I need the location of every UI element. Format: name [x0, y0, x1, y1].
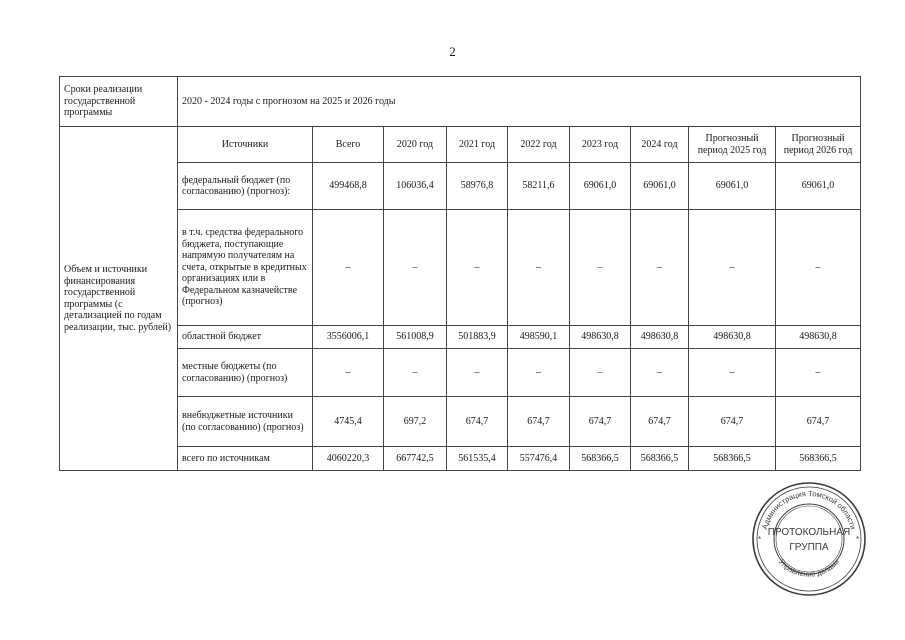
header-2022: 2022 год — [508, 127, 570, 163]
header-2021: 2021 год — [447, 127, 508, 163]
official-stamp — [750, 480, 868, 598]
value-2024: 498630,8 — [631, 326, 689, 349]
periods-row — [60, 77, 861, 127]
stamp-bottom-text: Управление делами — [776, 557, 842, 579]
header-forecast-2025: Прогнозный период 2025 год — [689, 127, 776, 163]
value-2020: – — [384, 210, 447, 326]
value-2026: 674,7 — [776, 397, 861, 447]
value-2026: 568366,5 — [776, 447, 861, 471]
value-2025: 568366,5 — [689, 447, 776, 471]
table-row-local — [60, 349, 861, 397]
value-2020: 697,2 — [384, 397, 447, 447]
value-2020: 667742,5 — [384, 447, 447, 471]
periods-value: 2020 - 2024 годы с прогнозом на 2025 и 2026 годы — [178, 77, 861, 127]
source-total: всего по источникам — [178, 447, 313, 471]
value-2023: 568366,5 — [570, 447, 631, 471]
value-2025: – — [689, 210, 776, 326]
page-number: 2 — [449, 44, 456, 59]
header-total: Всего — [313, 127, 384, 163]
value-2022: – — [508, 349, 570, 397]
value-2025: 69061,0 — [689, 163, 776, 210]
value-total: 4745,4 — [313, 397, 384, 447]
stamp-seal-icon — [750, 480, 868, 598]
value-2022: 58211,6 — [508, 163, 570, 210]
stamp-center-line1: ПРОТОКОЛЬНАЯ — [767, 527, 851, 538]
header-2023: 2023 год — [570, 127, 631, 163]
header-2024: 2024 год — [631, 127, 689, 163]
program-passport-table — [59, 76, 861, 471]
value-2021: – — [447, 210, 508, 326]
value-2024: 69061,0 — [631, 163, 689, 210]
source-regional: областной бюджет — [178, 326, 313, 349]
value-2022: 674,7 — [508, 397, 570, 447]
value-2020: – — [384, 349, 447, 397]
value-2024: 674,7 — [631, 397, 689, 447]
header-2020: 2020 год — [384, 127, 447, 163]
value-2025: – — [689, 349, 776, 397]
value-2022: 498590,1 — [508, 326, 570, 349]
periods-label: Сроки реализации государственной программы — [60, 77, 178, 127]
table-row-total — [60, 447, 861, 471]
value-2025: 674,7 — [689, 397, 776, 447]
value-2022: – — [508, 210, 570, 326]
source-extrabudgetary: внебюджетные источники (по согласованию) (прогноз) — [178, 397, 313, 447]
value-2023: 498630,8 — [570, 326, 631, 349]
value-2020: 561008,9 — [384, 326, 447, 349]
value-2023: 674,7 — [570, 397, 631, 447]
value-2021: 674,7 — [447, 397, 508, 447]
value-total: 4060220,3 — [313, 447, 384, 471]
value-2024: 568366,5 — [631, 447, 689, 471]
value-2024: – — [631, 349, 689, 397]
table-row-federal-direct — [60, 210, 861, 326]
value-2021: 501883,9 — [447, 326, 508, 349]
value-2020: 106036,4 — [384, 163, 447, 210]
financing-header-row — [60, 127, 861, 163]
value-2021: 58976,8 — [447, 163, 508, 210]
value-2023: – — [570, 210, 631, 326]
value-2025: 498630,8 — [689, 326, 776, 349]
value-2023: 69061,0 — [570, 163, 631, 210]
value-total: 3556006,1 — [313, 326, 384, 349]
header-forecast-2026: Прогнозный период 2026 год — [776, 127, 861, 163]
value-2026: 498630,8 — [776, 326, 861, 349]
source-local: местные бюджеты (по согласованию) (прогноз) — [178, 349, 313, 397]
value-2026: – — [776, 349, 861, 397]
financing-label: Объем и источники финансирования государственной программы (с детализацией по годам реализации, тыс. рублей) — [60, 127, 178, 471]
source-federal: федеральный бюджет (по согласованию) (прогноз): — [178, 163, 313, 210]
value-2021: 561535,4 — [447, 447, 508, 471]
table-row-federal — [60, 163, 861, 210]
svg-text:*: * — [758, 535, 762, 544]
value-2026: 69061,0 — [776, 163, 861, 210]
value-2023: – — [570, 349, 631, 397]
value-2022: 557476,4 — [508, 447, 570, 471]
value-total: – — [313, 349, 384, 397]
value-2024: – — [631, 210, 689, 326]
svg-text:Управление делами — [777, 557, 841, 578]
value-total: 499468,8 — [313, 163, 384, 210]
value-2021: – — [447, 349, 508, 397]
svg-text:*: * — [856, 535, 860, 544]
value-total: – — [313, 210, 384, 326]
value-2026: – — [776, 210, 861, 326]
table-row-regional — [60, 326, 861, 349]
stamp-center-line2: ГРУППА — [789, 542, 829, 553]
source-federal-direct: в т.ч. средства федерального бюджета, поступающие напрямую получателям на счета, открытые в кредитных организациях или в Федеральном казначействе (прогноз) — [178, 210, 313, 326]
table-row-extrabudgetary — [60, 397, 861, 447]
header-sources: Источники — [178, 127, 313, 163]
stamp-top-text: Администрация Томской области — [760, 488, 858, 531]
